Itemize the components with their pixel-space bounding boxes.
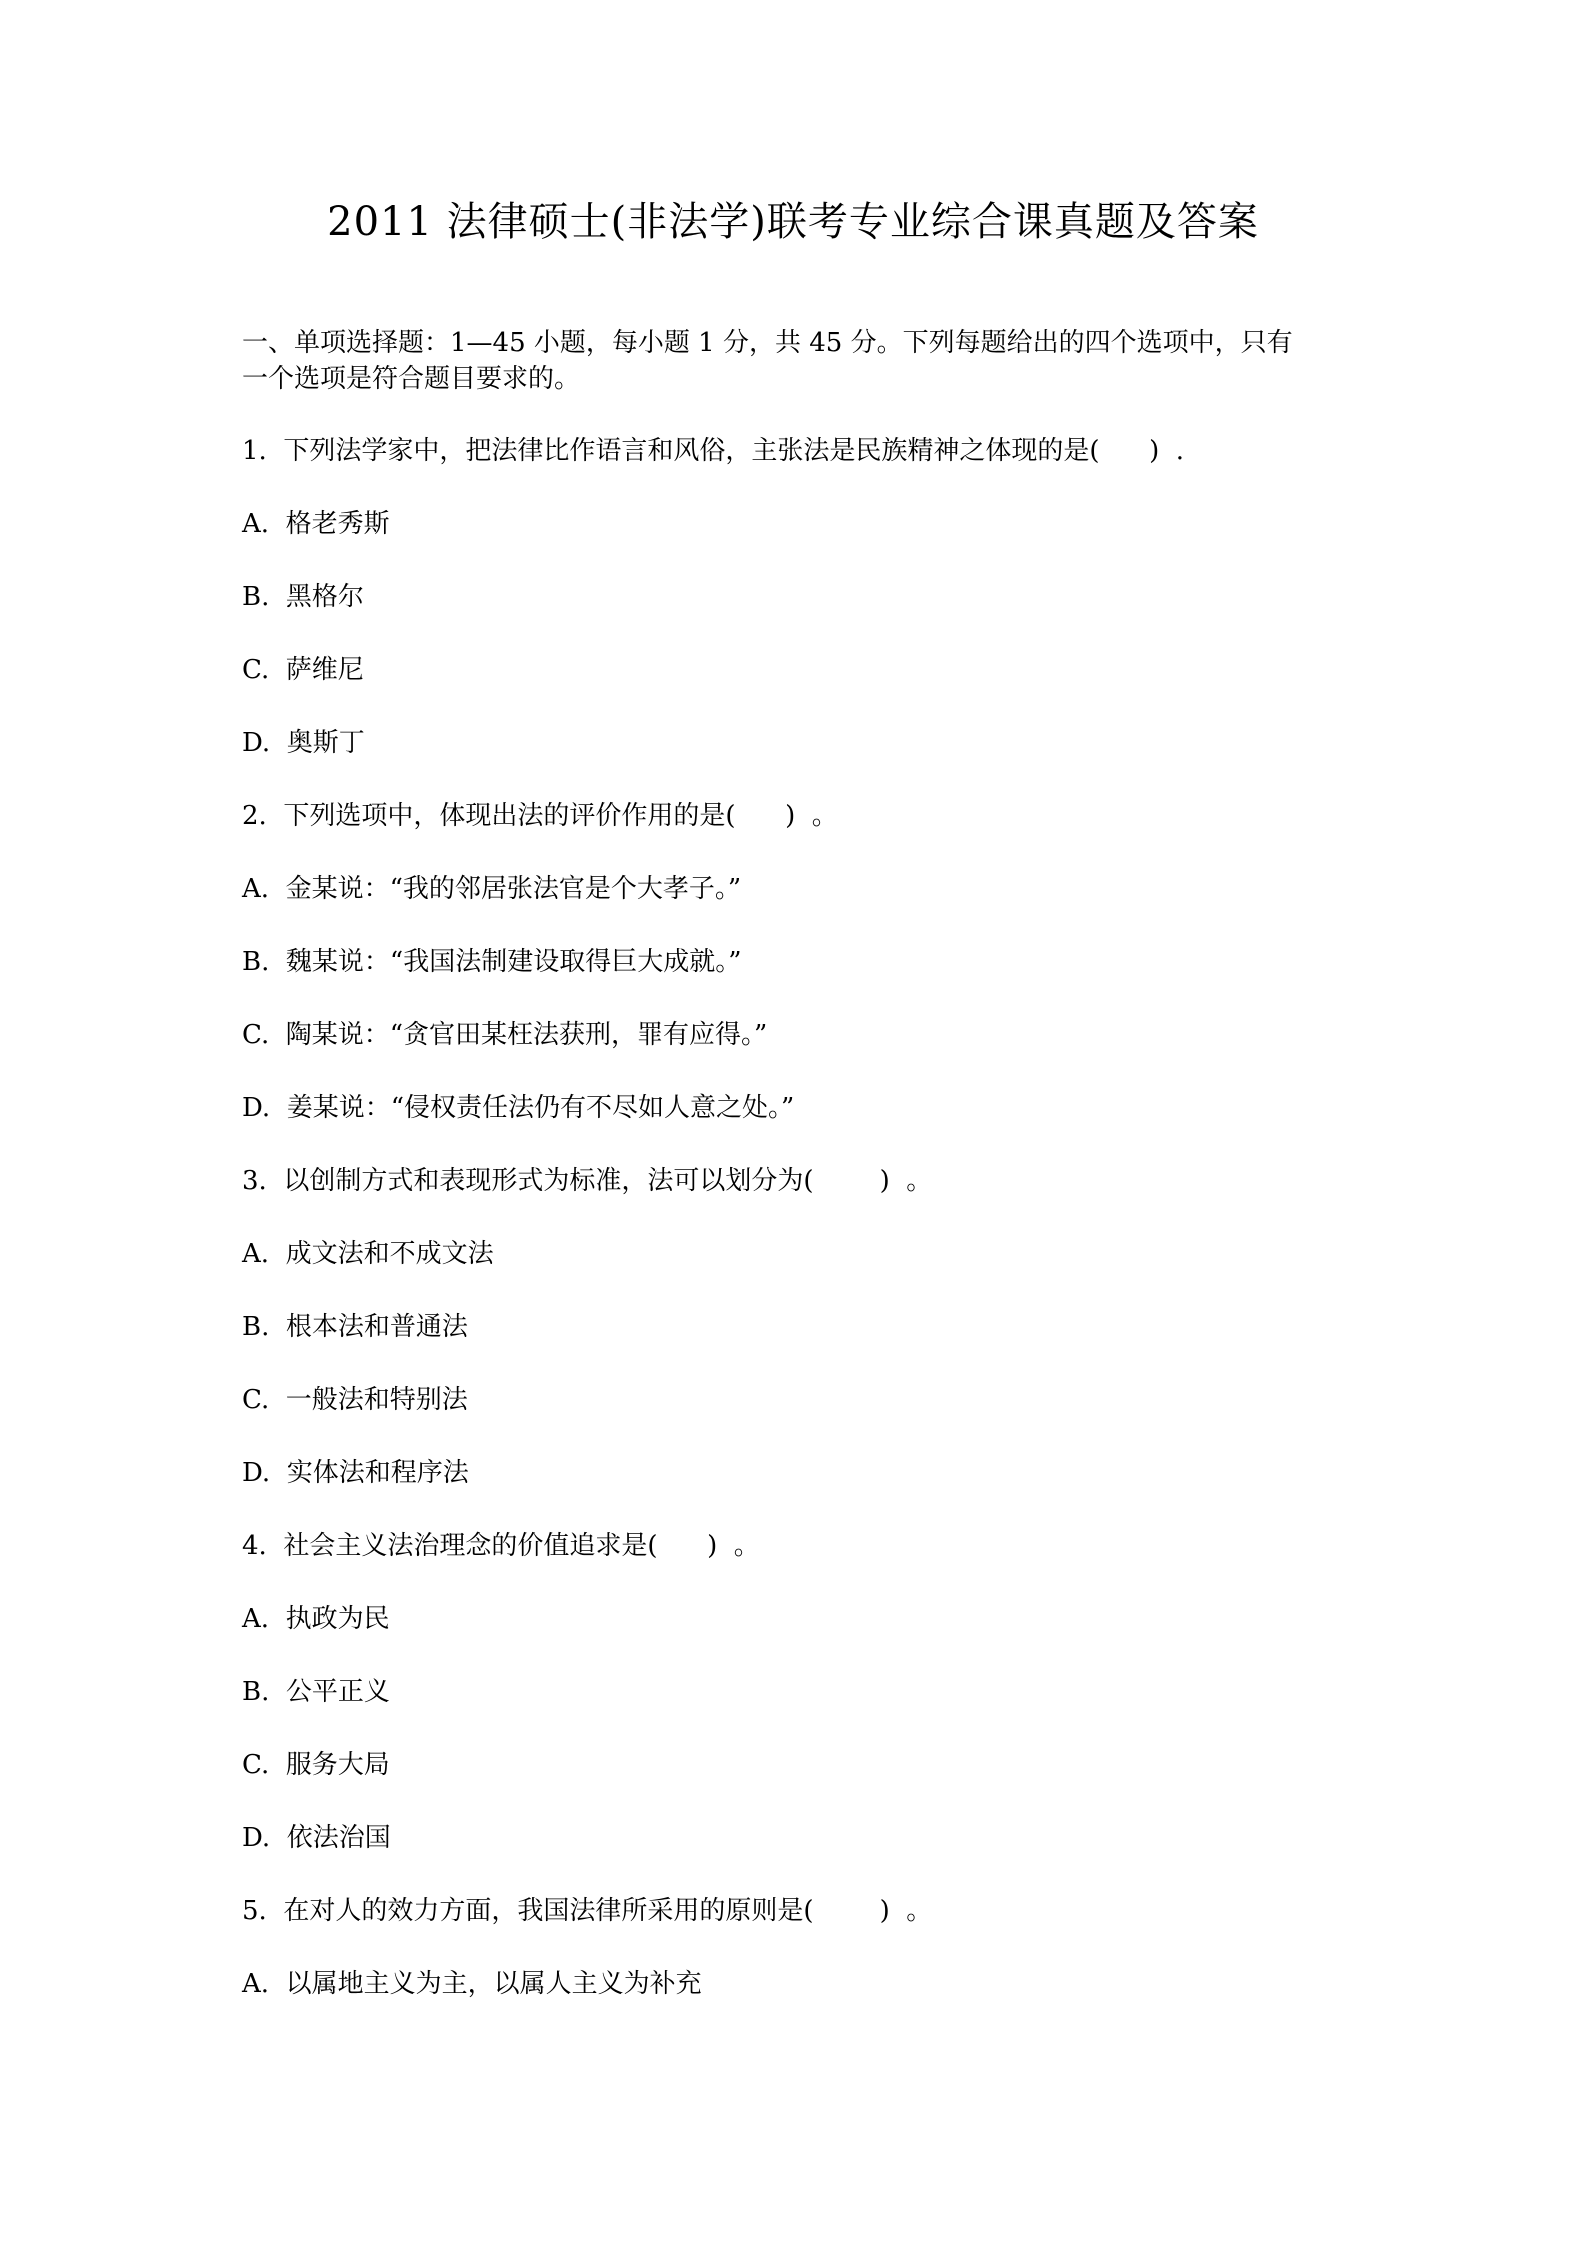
question-5-stem: 5. 在对人的效力方面，我国法律所采用的原则是( ) 。 <box>242 1896 933 1926</box>
question-5-option-a: A. 以属地主义为主，以属人主义为补充 <box>242 1969 702 1999</box>
question-2-option-c: C. 陶某说：“贪官田某枉法获刑，罪有应得。” <box>242 1020 768 1050</box>
question-2-option-b: B. 魏某说：“我国法制建设取得巨大成就。” <box>242 947 742 977</box>
question-2-stem: 2. 下列选项中，体现出法的评价作用的是( ) 。 <box>242 801 838 831</box>
question-1-option-b: B. 黑格尔 <box>242 582 364 612</box>
instructions-line-1: 一、单项选择题：1—45 小题，每小题 1 分，共 45 分。下列每题给出的四个选项中，只有 <box>242 328 1293 358</box>
question-4-option-c: C. 服务大局 <box>242 1750 390 1780</box>
question-3-option-b: B. 根本法和普通法 <box>242 1312 468 1342</box>
question-1-option-d: D. 奥斯丁 <box>242 728 365 758</box>
instructions-line-2: 一个选项是符合题目要求的。 <box>242 364 581 394</box>
question-3-stem: 3. 以创制方式和表现形式为标准，法可以划分为( ) 。 <box>242 1166 933 1196</box>
question-1-option-a: A. 格老秀斯 <box>242 509 390 539</box>
question-4-option-b: B. 公平正义 <box>242 1677 390 1707</box>
question-1-option-c: C. 萨维尼 <box>242 655 364 685</box>
question-3-option-a: A. 成文法和不成文法 <box>242 1239 494 1269</box>
question-2-option-a: A. 金某说：“我的邻居张法官是个大孝子。” <box>242 874 742 904</box>
section-instructions <box>242 325 1357 397</box>
document-title: 2011 法律硕士(非法学)联考专业综合课真题及答案 <box>327 199 1259 245</box>
question-3-option-d: D. 实体法和程序法 <box>242 1458 469 1488</box>
question-4-stem: 4. 社会主义法治理念的价值追求是( ) 。 <box>242 1531 760 1561</box>
question-2-option-d: D. 姜某说：“侵权责任法仍有不尽如人意之处。” <box>242 1093 795 1123</box>
question-1-stem: 1. 下列法学家中，把法律比作语言和风俗，主张法是民族精神之体现的是( ) . <box>242 436 1185 466</box>
question-3-option-c: C. 一般法和特别法 <box>242 1385 468 1415</box>
question-4-option-a: A. 执政为民 <box>242 1604 390 1634</box>
question-4-option-d: D. 依法治国 <box>242 1823 391 1853</box>
